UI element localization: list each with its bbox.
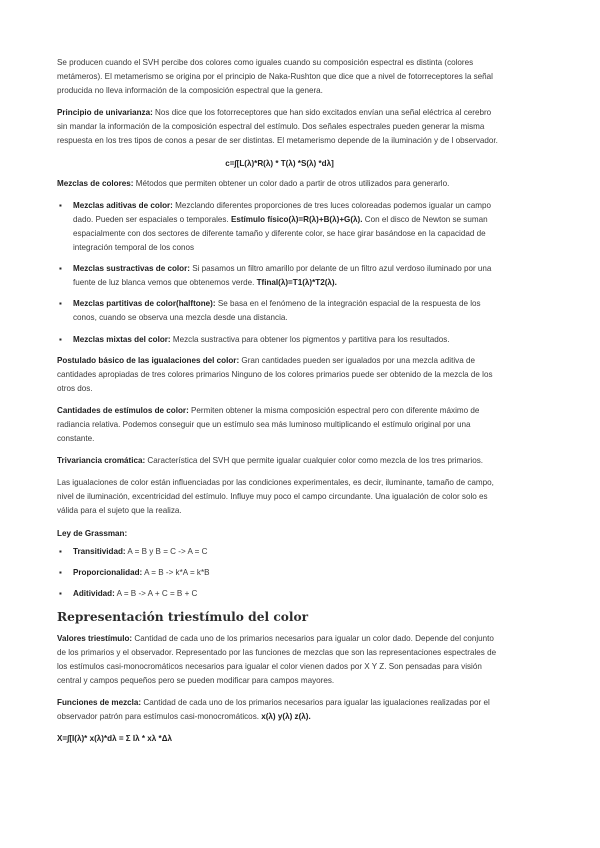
univarianza-paragraph [57, 106, 502, 148]
funciones-paragraph: Funciones de mezcla: Cantidad de cada uno de los primarios necesarios para igualar las igualaciones realizadas por el observador patrón para estímulos casi-monocromáticos. x(λ) y(λ) z(λ). [57, 698, 490, 722]
list-item: ▪ Mezclas sustractivas de color: Si pasamos un filtro amarillo por delante de un filtro azul verdoso iluminado por una fuente de luz blanca vemos que obtenemos verde. Tfinal(λ)=T1(λ)*T2(λ). [57, 262, 502, 290]
cantidades-paragraph: Cantidades de estímulos de color: Permiten obtener la misma composición espectral pero con diferente máximo de radiancia relativa. Podemos conseguir que un estímulo sea más luminoso multiplicando el estímulo original por una constante. [57, 405, 480, 444]
mezclas-paragraph [57, 177, 502, 191]
formula-c: c=∫[L(λ)*R(λ) * T(λ) *S(λ) *dλ] [225, 158, 334, 168]
postulado-paragraph: Postulado básico de las igualaciones del color: Gran cantidades pueden ser igualados por una mezcla aditiva de cantidades apropiadas de tres colores primarios Ninguno de los colores primarios puede ser obtenido de la mezcla de los otros dos. [57, 355, 493, 393]
trivariancia-paragraph: Trivariancia cromática: Característica del SVH que permite igualar cualquier color como mezcla de los tres primarios. [57, 456, 484, 466]
mezclas-list [57, 199, 502, 347]
mezclas-term: Mezclas de colores: [57, 178, 134, 188]
grassman-heading: Ley de Grassman: [57, 528, 128, 538]
igualaciones-paragraph: Las igualaciones de color están influenciadas por las condiciones experimentales, es decir, iluminante, tamaño de campo, nivel de iluminación, excentricidad del estímulo. Influye muy poco el campo circundante. Una igualación de color solo es válida para el sujeto que la realiza. [57, 478, 494, 516]
univarianza-term: Principio de univarianza: [57, 108, 153, 118]
list-item: ▪ Proporcionalidad: A = B -> k*A = k*B [57, 566, 502, 580]
univarianza-text: Nos dice que los fotorreceptores que han sido excitados envían una señal eléctrica al cerebro sin mandar la información de la composición espectral del estímulo. Dos señales espectrales pueden generar la misma respuesta en los tres tipos de conos a pesar de ser distintas. El metamerismo depende de la iluminación y de l observador. [57, 108, 498, 146]
list-item: ▪ Transitividad: A = B y B = C -> A = C [57, 545, 502, 559]
list-item: ▪ Mezclas partitivas de color(halftone): Se basa en el fenómeno de la integración espacial de la respuesta de los conos, cuando se observa una mezcla desde una distancia. [57, 297, 502, 325]
list-item: ▪ Aditividad: A = B -> A + C = B + C [57, 587, 502, 601]
intro-paragraph: Se producen cuando el SVH percibe dos colores como iguales cuando su composición espectral es distinta (colores metámeros). El metamerismo se origina por el principio de Naka-Rushton que dice que a nivel de fotorreceptores la señal producida no lleva información de la composición espectral que la genera. [57, 58, 493, 96]
valores-paragraph: Valores triestímulo: Cantidad de cada uno de los primarios necesarios para igualar un color dado. Depende del conjunto de los primarios y el observador. Representado por las funciones de mezclas que son las representaciones espectrales de los estímulos casi-monocromáticos necesarios para igualar el color vienen dados por X Y Z. Son pensadas para visión central y campos pequeños pero se pueden modificar para campos mayores. [57, 633, 497, 686]
mezclas-text: Métodos que permiten obtener un color dado a partir de otros utilizados para generarlo. [133, 178, 450, 188]
section-title: Representación triestímulo del color [57, 609, 309, 624]
document-page [57, 56, 502, 755]
list-item: ▪ Mezclas aditivas de color: Mezclando diferentes proporciones de tres luces coloreadas podemos igualar un campo dado. Pueden ser espaciales o temporales. Estímulo físico(λ)=R(λ)+B(λ)+G(λ). Con el disco de Newton se suman espacialmente con dos sectores de diferente tamaño y diferente color, se hace girar basándose en la capacidad de integración temporal de los conos [57, 199, 502, 255]
grassman-list [57, 545, 502, 601]
list-item: ▪ Mezclas mixtas del color: Mezcla sustractiva para obtener los pigmentos y partitiva para los resultados. [57, 333, 502, 347]
formula-x: X=∫[I(λ)* x(λ)*dλ = Σ Iλ * xλ *Δλ [57, 734, 173, 744]
